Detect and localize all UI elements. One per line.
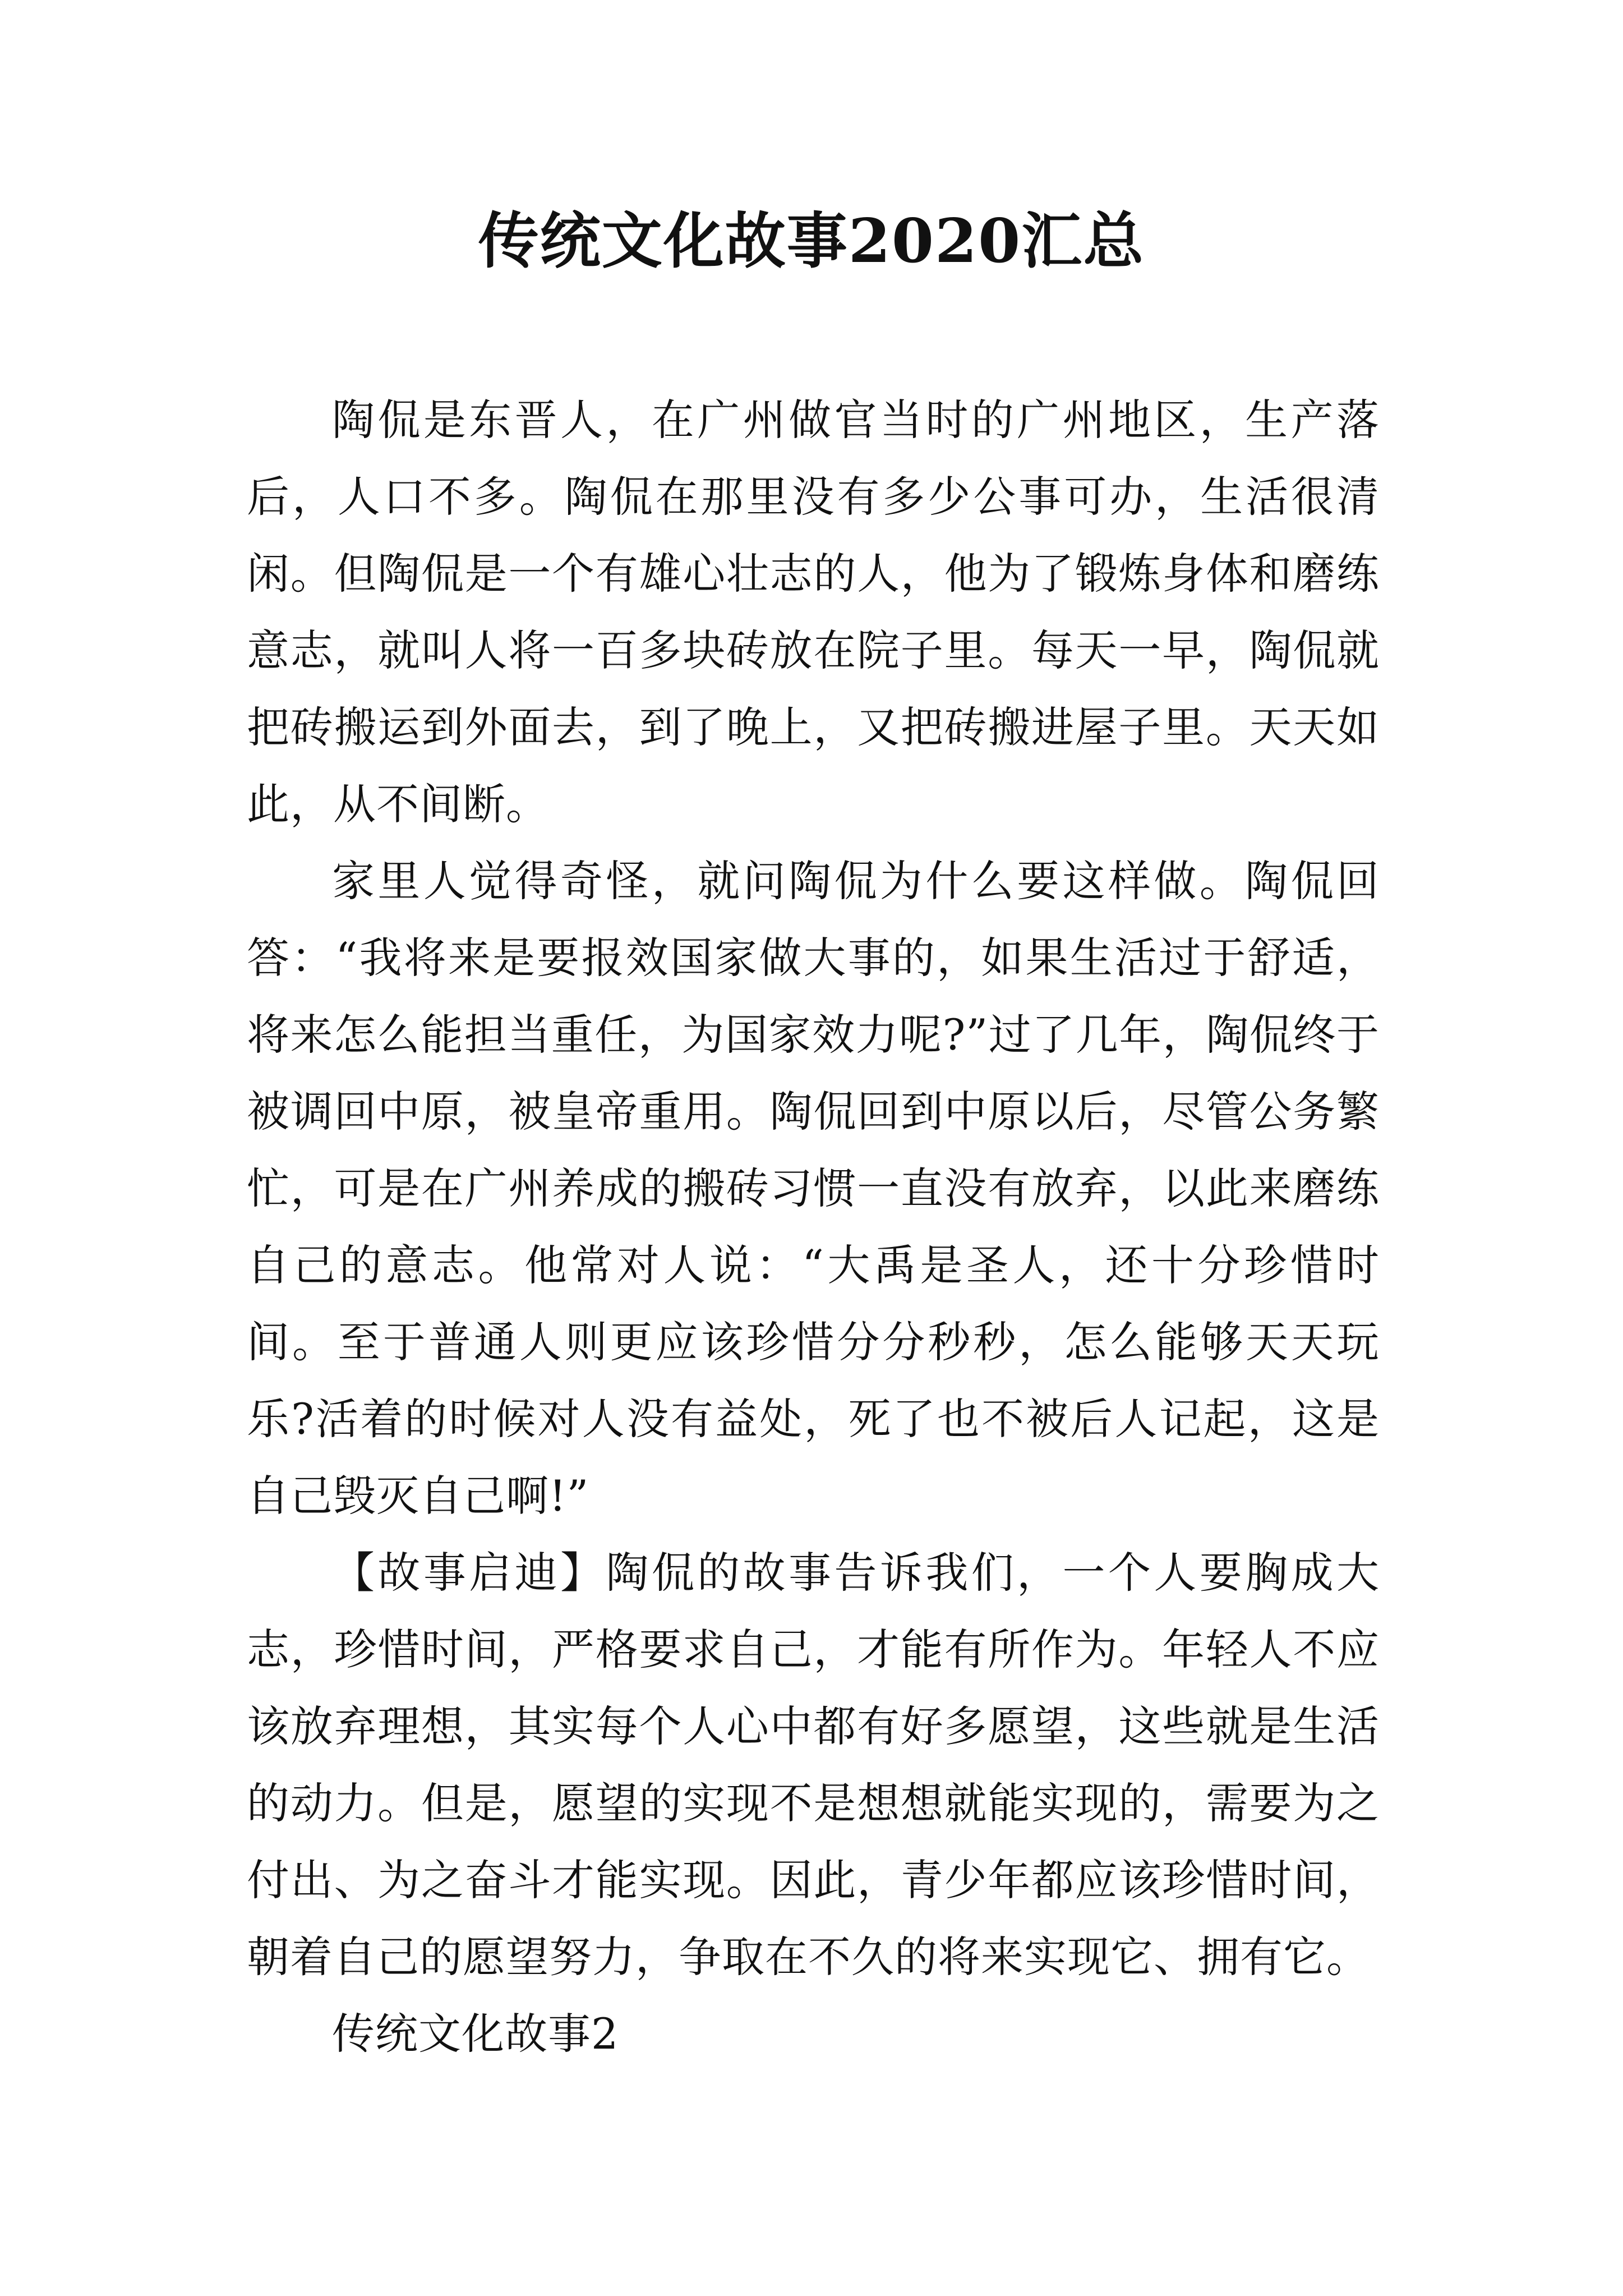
paragraph-3: 【故事启迪】陶侃的故事告诉我们，一个人要胸成大志，珍惜时间，严格要求自己，才能有所作为。年轻人不应该放弃理想，其实每个人心中都有好多愿望，这些就是生活的动力。但是，愿望的实现不是想想就能实现的，需要为之付出、为之奋斗才能实现。因此，青少年都应该珍惜时间，朝着自己的愿望努力，争取在不久的将来实现它、拥有它。 [247, 1548, 1380, 1982]
document-title: 传统文化故事2020汇总 [478, 206, 1145, 277]
section-heading-story-2: 传统文化故事2 [332, 2009, 619, 2059]
paragraph-1: 陶侃是东晋人，在广州做官当时的广州地区，生产落后，人口不多。陶侃在那里没有多少公事可办，生活很清闲。但陶侃是一个有雄心壮志的人，他为了锻炼身体和磨练意志，就叫人将一百多块砖放在院子里。每天一早，陶侃就把砖搬运到外面去，到了晚上，又把砖搬进屋子里。天天如此，从不间断。 [247, 395, 1380, 829]
document-body [247, 381, 1380, 2072]
paragraph-2: 家里人觉得奇怪，就问陶侃为什么要这样做。陶侃回答：“我将来是要报效国家做大事的，如果生活过于舒适，将来怎么能担当重任，为国家效力呢?”过了几年，陶侃终于被调回中原，被皇帝重用。陶侃回到中原以后，尽管公务繁忙，可是在广州养成的搬砖习惯一直没有放弃，以此来磨练自己的意志。他常对人说：“大禹是圣人，还十分珍惜时间。至于普通人则更应该珍惜分分秒秒，怎么能够天天玩乐?活着的时候对人没有益处，死了也不被后人记起，这是自己毁灭自己啊!” [247, 856, 1380, 1521]
